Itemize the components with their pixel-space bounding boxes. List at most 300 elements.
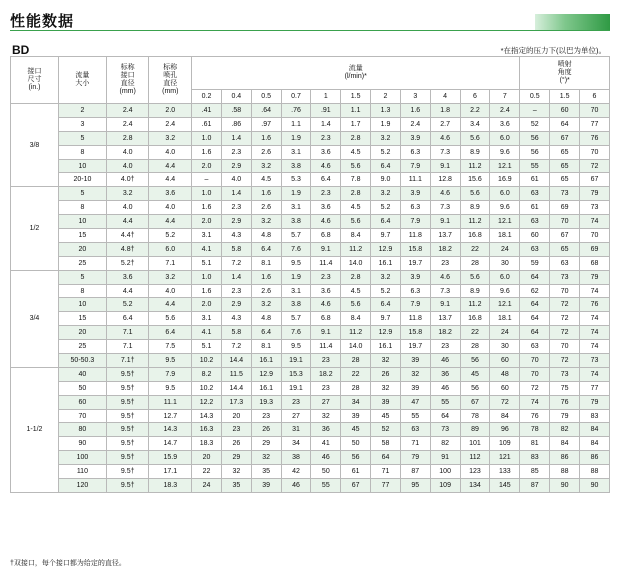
table-row <box>11 367 610 381</box>
table-cell: 27 <box>281 409 311 423</box>
table-cell: 7.5 <box>149 340 192 354</box>
table-cell: 13.7 <box>430 312 460 326</box>
table-cell: 5.2 <box>371 145 401 159</box>
table-cell: 120 <box>58 479 106 493</box>
table-cell: 89 <box>460 423 490 437</box>
table-cell: 6.3 <box>400 145 430 159</box>
table-cell: 56 <box>460 381 490 395</box>
table-cell: 6.0 <box>490 270 520 284</box>
table-cell: 74 <box>580 284 610 298</box>
inlet-size-cell: 1/2 <box>11 187 59 270</box>
table-cell: 1.0 <box>192 131 222 145</box>
table-cell: 3.2 <box>371 270 401 284</box>
table-cell: 7.1 <box>106 326 149 340</box>
table-cell: 84 <box>550 437 580 451</box>
table-cell: 1.6 <box>251 187 281 201</box>
table-cell: 2.0 <box>192 215 222 229</box>
table-cell: 77 <box>580 117 610 131</box>
table-cell: 11.2 <box>460 159 490 173</box>
table-cell: 36 <box>430 367 460 381</box>
table-cell: 82 <box>550 423 580 437</box>
table-cell: 3.6 <box>149 187 192 201</box>
table-cell: 23 <box>281 395 311 409</box>
table-cell: 18.2 <box>430 326 460 340</box>
pressure-header: 0.7 <box>281 90 311 104</box>
table-cell: 46 <box>281 479 311 493</box>
table-cell: 6.4 <box>371 298 401 312</box>
table-cell: 2.8 <box>106 131 149 145</box>
table-cell: 5.3 <box>281 173 311 187</box>
table-cell: 9.6 <box>490 284 520 298</box>
inlet-size-cell: 3/4 <box>11 270 59 367</box>
table-cell: 65 <box>550 159 580 173</box>
table-cell: 5.6 <box>341 159 371 173</box>
table-cell: 1.0 <box>192 270 222 284</box>
table-cell: 7.3 <box>430 284 460 298</box>
table-cell: 4.4 <box>149 173 192 187</box>
table-cell: 12.1 <box>490 298 520 312</box>
table-cell: 47 <box>400 395 430 409</box>
table-cell: 71 <box>371 465 401 479</box>
table-cell: 1.6 <box>251 131 281 145</box>
table-cell: 9.5† <box>106 381 149 395</box>
pressure-header: 7 <box>490 90 520 104</box>
table-cell: 3.6 <box>311 201 341 215</box>
table-cell: 86 <box>580 451 610 465</box>
table-cell: 6.0 <box>490 187 520 201</box>
table-cell: 63 <box>400 423 430 437</box>
table-cell: 64 <box>430 409 460 423</box>
table-cell: 14.0 <box>341 256 371 270</box>
table-cell: 22 <box>460 326 490 340</box>
table-cell: 4.4 <box>106 215 149 229</box>
table-cell: 8.2 <box>192 367 222 381</box>
table-cell: 5.2 <box>371 284 401 298</box>
table-cell: 5 <box>58 187 106 201</box>
table-cell: – <box>192 173 222 187</box>
table-cell: 3.2 <box>251 298 281 312</box>
table-cell: 5.1 <box>192 256 222 270</box>
table-cell: 73 <box>580 354 610 368</box>
table-cell: 50 <box>311 465 341 479</box>
table-cell: 14.7 <box>149 437 192 451</box>
table-cell: 112 <box>460 451 490 465</box>
table-cell: 15.8 <box>400 242 430 256</box>
table-cell: 18.3 <box>192 437 222 451</box>
table-cell: 4.3 <box>221 312 251 326</box>
table-cell: 65 <box>550 242 580 256</box>
table-cell: 29 <box>221 451 251 465</box>
table-cell: 15.6 <box>460 173 490 187</box>
table-cell: 8 <box>58 201 106 215</box>
table-cell: 2.4 <box>490 104 520 118</box>
table-cell: 133 <box>490 465 520 479</box>
table-cell: 42 <box>281 465 311 479</box>
table-cell: 1.4 <box>221 270 251 284</box>
table-cell: 79 <box>550 409 580 423</box>
table-cell: 64 <box>371 451 401 465</box>
table-cell: 20 <box>192 451 222 465</box>
table-cell: 55 <box>520 159 550 173</box>
table-cell: 11.5 <box>221 367 251 381</box>
table-cell: 32 <box>221 465 251 479</box>
table-cell: 73 <box>580 201 610 215</box>
table-cell: 87 <box>520 479 550 493</box>
pressure-header: 4 <box>430 90 460 104</box>
table-cell: 16.1 <box>371 340 401 354</box>
table-cell: 5.1 <box>192 340 222 354</box>
table-cell: .76 <box>281 104 311 118</box>
table-cell: 4.0 <box>106 201 149 215</box>
table-cell: 60 <box>490 354 520 368</box>
table-cell: .41 <box>192 104 222 118</box>
table-cell: 71 <box>400 437 430 451</box>
table-cell: 20-10 <box>58 173 106 187</box>
table-cell: 1.3 <box>371 104 401 118</box>
table-cell: 24 <box>490 326 520 340</box>
table-cell: 4.1 <box>192 242 222 256</box>
table-cell: 32 <box>400 367 430 381</box>
table-cell: 2.9 <box>221 159 251 173</box>
table-cell: 100 <box>430 465 460 479</box>
table-cell: 16.9 <box>490 173 520 187</box>
pressure-header: 0.5 <box>251 90 281 104</box>
table-cell: 63 <box>520 187 550 201</box>
table-row <box>11 381 610 395</box>
table-row <box>11 395 610 409</box>
angle-pressure-header: 0.5 <box>520 90 550 104</box>
table-cell: 134 <box>460 479 490 493</box>
table-cell: 63 <box>520 215 550 229</box>
table-row <box>11 451 610 465</box>
table-cell: 70 <box>550 284 580 298</box>
table-cell: 6.4 <box>251 326 281 340</box>
pressure-header: 2 <box>371 90 401 104</box>
table-cell: 1.4 <box>221 187 251 201</box>
table-cell: 23 <box>430 340 460 354</box>
table-cell: 4.8 <box>251 312 281 326</box>
table-cell: 4.0 <box>106 159 149 173</box>
table-cell: 10 <box>58 215 106 229</box>
table-cell: 7.9 <box>149 367 192 381</box>
table-cell: 11.4 <box>311 340 341 354</box>
table-cell: 82 <box>430 437 460 451</box>
table-cell: 67 <box>460 395 490 409</box>
table-cell: 2.3 <box>221 145 251 159</box>
table-cell: 2.3 <box>311 187 341 201</box>
table-cell: .58 <box>221 104 251 118</box>
table-cell: 79 <box>580 270 610 284</box>
table-cell: 64 <box>520 270 550 284</box>
table-cell: 7.9 <box>400 159 430 173</box>
table-cell: 85 <box>520 465 550 479</box>
table-cell: 22 <box>460 242 490 256</box>
table-cell: 79 <box>400 451 430 465</box>
table-cell: 3.2 <box>106 187 149 201</box>
table-cell: 77 <box>371 479 401 493</box>
table-cell: 10 <box>58 298 106 312</box>
table-cell: 3 <box>58 117 106 131</box>
table-cell: .91 <box>311 104 341 118</box>
table-cell: 60 <box>550 104 580 118</box>
table-cell: 19.7 <box>400 340 430 354</box>
table-cell: 29 <box>251 437 281 451</box>
pressure-header: 0.4 <box>221 90 251 104</box>
table-cell: 1.6 <box>192 284 222 298</box>
table-cell: 72 <box>550 354 580 368</box>
table-cell: 62 <box>520 284 550 298</box>
table-cell: 30 <box>490 256 520 270</box>
table-cell: 3.9 <box>400 187 430 201</box>
table-cell: 9.5 <box>281 340 311 354</box>
table-cell: 18.2 <box>311 367 341 381</box>
table-cell: 10.2 <box>192 354 222 368</box>
table-row <box>11 117 610 131</box>
table-cell: 64 <box>550 117 580 131</box>
table-cell: 12.8 <box>430 173 460 187</box>
table-cell: 96 <box>490 423 520 437</box>
table-cell: 64 <box>520 298 550 312</box>
table-cell: 1.9 <box>281 270 311 284</box>
table-cell: 25 <box>58 256 106 270</box>
table-row <box>11 173 610 187</box>
table-cell: 79 <box>580 187 610 201</box>
table-cell: 38 <box>281 451 311 465</box>
table-cell: 11.8 <box>400 229 430 243</box>
pressure-header: 0.2 <box>192 90 222 104</box>
table-cell: 2.2 <box>460 104 490 118</box>
table-cell: 91 <box>430 451 460 465</box>
table-cell: 2.0 <box>149 104 192 118</box>
table-cell: 1.1 <box>341 104 371 118</box>
table-cell: 61 <box>341 465 371 479</box>
table-cell: 23 <box>251 409 281 423</box>
table-cell: 28 <box>341 381 371 395</box>
table-cell: 72 <box>580 159 610 173</box>
table-cell: 19.3 <box>251 395 281 409</box>
table-cell: 39 <box>341 409 371 423</box>
table-cell: 32 <box>251 451 281 465</box>
table-cell: 20 <box>58 242 106 256</box>
table-row <box>11 256 610 270</box>
table-cell: 60 <box>58 395 106 409</box>
table-cell: 86 <box>550 451 580 465</box>
table-row <box>11 284 610 298</box>
table-row <box>11 312 610 326</box>
table-cell: 55 <box>430 395 460 409</box>
table-cell: 4.0 <box>106 145 149 159</box>
table-cell: 6.3 <box>400 284 430 298</box>
table-cell: 5.6 <box>460 187 490 201</box>
table-row <box>11 215 610 229</box>
table-cell: 12.9 <box>251 367 281 381</box>
table-cell: 9.5† <box>106 423 149 437</box>
table-cell: 3.9 <box>400 270 430 284</box>
table-cell: 52 <box>520 117 550 131</box>
table-cell: 9.1 <box>311 242 341 256</box>
col-inlet-size: 接口 尺寸 (in.) <box>11 57 59 104</box>
table-cell: 7.1 <box>149 256 192 270</box>
table-cell: 18.1 <box>490 229 520 243</box>
table-cell: 3.6 <box>311 145 341 159</box>
table-cell: 61 <box>520 173 550 187</box>
table-cell: 110 <box>58 465 106 479</box>
table-cell: 65 <box>550 173 580 187</box>
table-cell: 72 <box>490 395 520 409</box>
table-cell: 4.3 <box>221 229 251 243</box>
table-cell: 56 <box>460 354 490 368</box>
table-row <box>11 159 610 173</box>
table-cell: 5.2 <box>371 201 401 215</box>
table-cell: 13.7 <box>430 229 460 243</box>
table-cell: 67 <box>550 131 580 145</box>
table-cell: 3.8 <box>281 159 311 173</box>
table-cell: 6.4 <box>106 312 149 326</box>
table-row <box>11 229 610 243</box>
table-cell: 59 <box>520 256 550 270</box>
table-cell: 36 <box>311 423 341 437</box>
table-cell: 2.6 <box>251 201 281 215</box>
table-cell: 23 <box>430 256 460 270</box>
table-cell: 60 <box>490 381 520 395</box>
table-cell: 3.8 <box>281 215 311 229</box>
table-cell: 4.0 <box>149 145 192 159</box>
table-row <box>11 187 610 201</box>
table-cell: 109 <box>490 437 520 451</box>
table-cell: 2.8 <box>341 131 371 145</box>
table-row <box>11 354 610 368</box>
header-divider <box>10 30 610 31</box>
table-cell: 4.0 <box>149 284 192 298</box>
table-cell: 69 <box>550 201 580 215</box>
table-cell: 2.3 <box>221 284 251 298</box>
table-cell: 9.6 <box>490 145 520 159</box>
table-cell: 30 <box>490 340 520 354</box>
table-cell: 22 <box>192 465 222 479</box>
table-cell: 9.1 <box>430 298 460 312</box>
table-cell: 7.1 <box>106 340 149 354</box>
table-cell: 4.4† <box>106 229 149 243</box>
table-cell: 14.3 <box>192 409 222 423</box>
table-cell: 4.1 <box>192 326 222 340</box>
table-cell: 7.2 <box>221 340 251 354</box>
table-cell: 50-50.3 <box>58 354 106 368</box>
table-cell: 9.6 <box>490 201 520 215</box>
table-cell: 65 <box>550 145 580 159</box>
table-cell: 73 <box>550 187 580 201</box>
table-cell: 28 <box>341 354 371 368</box>
table-cell: 52 <box>371 423 401 437</box>
inlet-size-cell: 3/8 <box>11 104 59 187</box>
table-cell: 26 <box>371 367 401 381</box>
pressure-header: 3 <box>400 90 430 104</box>
table-cell: 55 <box>400 409 430 423</box>
table-cell: 6.4 <box>251 242 281 256</box>
table-cell: 2.8 <box>341 270 371 284</box>
table-row <box>11 201 610 215</box>
table-cell: 28 <box>460 256 490 270</box>
table-cell: 39 <box>371 395 401 409</box>
table-cell: 4.5 <box>341 201 371 215</box>
table-cell: 50 <box>58 381 106 395</box>
table-cell: 3.6 <box>106 270 149 284</box>
table-cell: – <box>520 104 550 118</box>
table-cell: 7.6 <box>281 326 311 340</box>
table-cell: 3.2 <box>251 159 281 173</box>
table-cell: 84 <box>490 409 520 423</box>
table-cell: 15 <box>58 312 106 326</box>
table-cell: 18.1 <box>490 312 520 326</box>
table-cell: 4.6 <box>430 270 460 284</box>
table-cell: 7.3 <box>430 201 460 215</box>
table-cell: 109 <box>430 479 460 493</box>
table-cell: 5.7 <box>281 229 311 243</box>
table-cell: 7.9 <box>400 215 430 229</box>
table-cell: 1.4 <box>311 117 341 131</box>
table-cell: .97 <box>251 117 281 131</box>
table-cell: 83 <box>520 451 550 465</box>
table-cell: 84 <box>580 423 610 437</box>
table-cell: 1.6 <box>251 270 281 284</box>
table-cell: 12.1 <box>490 159 520 173</box>
table-row <box>11 270 610 284</box>
table-cell: 2.4 <box>400 117 430 131</box>
table-cell: 6.4 <box>149 326 192 340</box>
table-cell: 70 <box>58 409 106 423</box>
table-cell: 20 <box>221 409 251 423</box>
table-cell: 78 <box>520 423 550 437</box>
table-cell: 76 <box>550 395 580 409</box>
table-cell: 56 <box>341 451 371 465</box>
table-cell: 90 <box>580 479 610 493</box>
table-cell: 39 <box>251 479 281 493</box>
table-cell: .61 <box>192 117 222 131</box>
table-cell: 74 <box>580 215 610 229</box>
table-cell: 1.9 <box>371 117 401 131</box>
table-cell: 4.0 <box>149 201 192 215</box>
table-cell: 70 <box>580 145 610 159</box>
table-cell: 9.1 <box>311 326 341 340</box>
table-cell: 4.8† <box>106 242 149 256</box>
table-cell: 23 <box>221 423 251 437</box>
table-cell: 25 <box>58 340 106 354</box>
table-cell: 18.3 <box>149 479 192 493</box>
table-cell: 2.8 <box>341 187 371 201</box>
table-cell: 74 <box>580 340 610 354</box>
table-cell: 4.4 <box>149 215 192 229</box>
table-cell: 5.8 <box>221 326 251 340</box>
table-cell: 16.1 <box>251 354 281 368</box>
pressure-header: 6 <box>460 90 490 104</box>
table-cell: 5 <box>58 131 106 145</box>
table-cell: 1.4 <box>221 131 251 145</box>
table-cell: 16.3 <box>192 423 222 437</box>
table-cell: 3.1 <box>281 201 311 215</box>
table-cell: 3.9 <box>400 131 430 145</box>
col-orifice-diameter: 标称 接口 直径 (mm) <box>106 57 149 104</box>
table-row <box>11 479 610 493</box>
table-cell: 1.6 <box>400 104 430 118</box>
table-cell: 6.4 <box>371 215 401 229</box>
table-cell: 4.8 <box>251 229 281 243</box>
table-cell: 8.1 <box>251 340 281 354</box>
table-cell: 17.3 <box>221 395 251 409</box>
col-flow-group: 流量 (l/min)* <box>192 57 520 90</box>
table-cell: 100 <box>58 451 106 465</box>
table-cell: 12.9 <box>371 326 401 340</box>
table-cell: 67 <box>580 173 610 187</box>
table-cell: 9.5† <box>106 395 149 409</box>
